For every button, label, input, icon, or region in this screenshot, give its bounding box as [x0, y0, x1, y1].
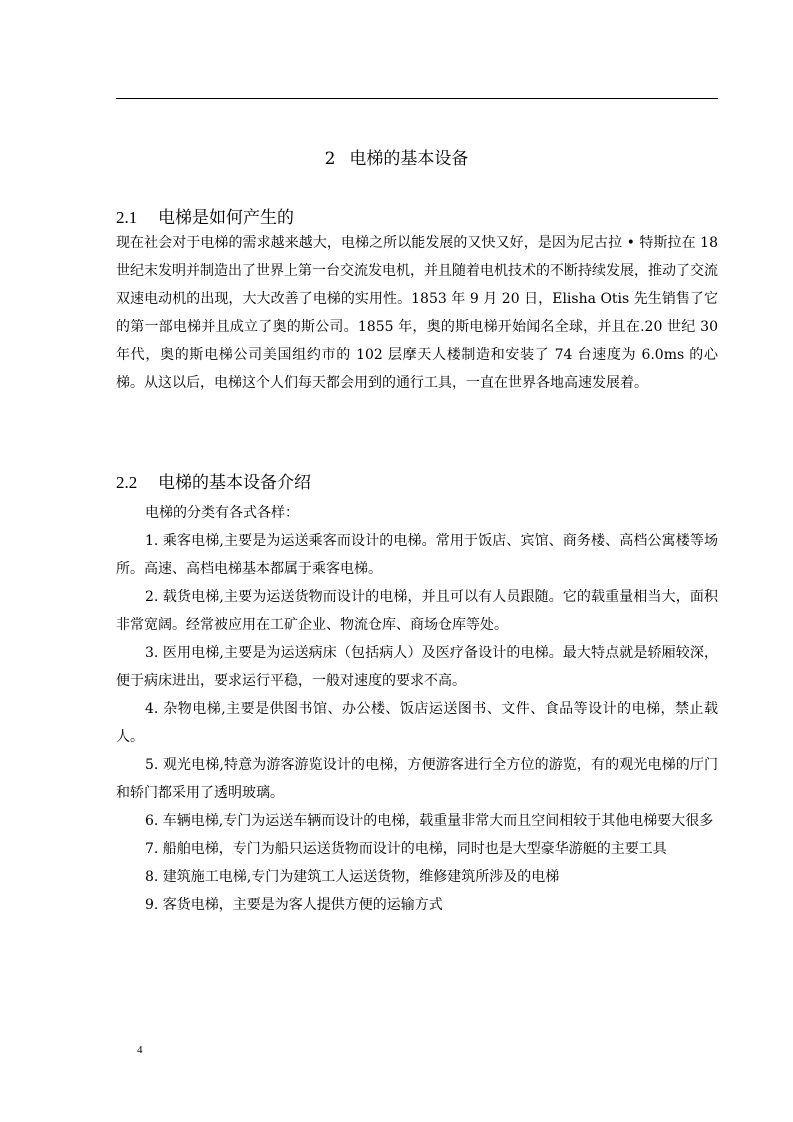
list-item: 6. 车辆电梯,专门为运送车辆而设计的电梯，载重量非常大而且空间相较于其他电梯要大很多 — [145, 813, 714, 829]
paragraph: 现在社会对于电梯的需求越来越大，电梯之所以能发展的又快又好，是因为尼古拉 • 特斯拉在 18 世纪末发明并制造出了世界上第一台交流发电机，并且随着电机技术的不断持续发展，推动了交流双速电动机的出现，大大改善了电梯的实用性。1853 年 9 月 20 日，Elisha Otis 先生销售了它的第一部电梯并且成立了奥的斯公司。1855 年，奥的斯电梯开始闻名全球，并且在.20 世纪 30 年代，奥的斯电梯公司美国组约市的 102 层摩天人楼制造和安装了 74 台速度为 6.0ms 的心梯。从这以后，电梯这个人们每天都会用到的通行工具，一直在世界各地高速发展着。 — [116, 235, 718, 391]
page-number: 4 — [137, 1044, 143, 1056]
list-item: 5. 观光电梯,特意为游客游览设计的电梯，方便游客进行全方位的游览，有的观光电梯的厅门和轿门都采用了透明玻璃。 — [116, 757, 718, 801]
section-2-1-body — [116, 229, 718, 397]
list-item: 3. 医用电梯,主要是为运送病床（包括病人）及医疗备设计的电梯。最大特点就是轿厢较深，便于病床进出，要求运行平稳，一般对速度的要求不高。 — [116, 645, 718, 689]
list-intro: 电梯的分类有各式各样： — [145, 505, 299, 521]
list-item: 1. 乘客电梯,主要是为运送乘客而设计的电梯。常用于饭店、宾馆、商务楼、高档公寓楼等场所。高速、高档电梯基本都属于乘客电梯。 — [116, 533, 718, 577]
section-number: 2.2 — [116, 473, 138, 492]
list-item: 7. 船舶电梯，专门为船只运送货物而设计的电梯，同时也是大型豪华游艇的主要工具 — [145, 841, 667, 857]
section-heading-2-2 — [116, 472, 311, 494]
list-item: 8. 建筑施工电梯,专门为建筑工人运送货物，维修建筑所涉及的电梯 — [145, 869, 560, 885]
list-item: 2. 载货电梯,主要为运送货物而设计的电梯，并且可以有人员跟随。它的载重量相当大，面积非常宽阔。经常被应用在工矿企业、物流仓库、商场仓库等处。 — [116, 589, 718, 633]
section-2-2-body — [116, 499, 718, 919]
list-item: 9. 客货电梯，主要是为客人提供方便的运输方式 — [145, 897, 443, 913]
header-rule — [116, 98, 718, 99]
chapter-heading — [0, 148, 793, 170]
section-heading-2-1 — [116, 207, 294, 229]
section-title: 电梯是如何产生的 — [158, 208, 294, 228]
section-title: 电梯的基本设备介绍 — [158, 473, 311, 493]
chapter-number: 2 — [324, 149, 336, 169]
chapter-title: 电梯的基本设备 — [349, 149, 469, 169]
list-item: 4. 杂物电梯,主要是供图书馆、办公楼、饭店运送图书、文件、食品等设计的电梯，禁止载人。 — [116, 701, 718, 745]
section-number: 2.1 — [116, 208, 138, 227]
